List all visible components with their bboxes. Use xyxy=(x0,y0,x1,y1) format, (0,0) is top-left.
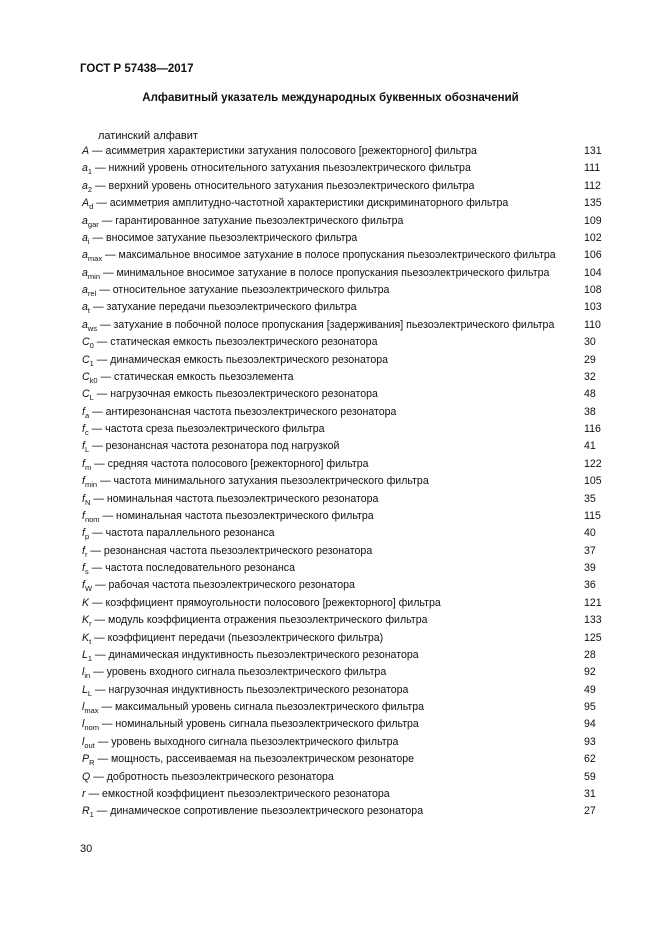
index-entry xyxy=(82,456,602,473)
entry-symbol: l xyxy=(82,666,85,679)
entry-symbol: a xyxy=(82,266,88,279)
entry-symbol-subscript: t xyxy=(89,636,92,646)
entry-description: — нижний уровень относительного затухания пьезоэлектрического фильтра xyxy=(92,162,471,175)
entry-description: — максимальный уровень сигнала пьезоэлектрического фильтра xyxy=(98,701,425,713)
index-entry xyxy=(82,508,602,525)
entry-term-number: 102 xyxy=(584,231,602,244)
entry-symbol-subscript: nom xyxy=(84,514,100,524)
index-entry xyxy=(82,334,602,351)
entry-description: — минимальное вносимое затухание в полосе пропускания пьезоэлектрического фильтра xyxy=(100,266,550,279)
entry-term-number: 40 xyxy=(584,527,596,540)
index-entry xyxy=(82,647,602,664)
entry-term-number: 122 xyxy=(584,457,602,470)
entry-term-number: 125 xyxy=(584,631,602,644)
entry-description: — резонансная частота резонатора под нагрузкой xyxy=(89,440,340,453)
entry-term-number: 49 xyxy=(584,683,596,696)
entry-term-number: 28 xyxy=(584,648,596,661)
entry-symbol: K xyxy=(82,631,90,644)
entry-symbol-subscript: t xyxy=(87,306,90,316)
index-entry xyxy=(82,803,602,820)
entry-symbol-subscript: m xyxy=(84,462,92,472)
entry-term-number: 108 xyxy=(584,284,602,296)
index-entry xyxy=(82,491,602,508)
index-entry xyxy=(82,195,602,212)
entry-symbol-subscript: 0 xyxy=(89,341,94,351)
entry-description: — частота последовательного резонанса xyxy=(88,562,296,574)
index-entry xyxy=(82,230,602,247)
entry-symbol-subscript: ws xyxy=(87,323,98,333)
entry-term-number: 103 xyxy=(584,301,602,314)
entry-description: — нагрузочная индуктивность пьезоэлектрического резонатора xyxy=(92,683,409,696)
index-entry xyxy=(82,682,602,699)
entry-description: — уровень выходного сигнала пьезоэлектрического фильтра xyxy=(94,735,399,748)
entry-term-number: 30 xyxy=(584,336,596,349)
entry-description: — средняя частота полосового [режекторного] фильтра xyxy=(91,457,369,470)
index-entry xyxy=(82,386,602,403)
entry-symbol-subscript: max xyxy=(84,706,99,715)
entry-symbol: C xyxy=(82,336,90,349)
entry-symbol: f xyxy=(82,544,85,557)
entry-term-number: 116 xyxy=(584,423,601,435)
entry-term-number: 112 xyxy=(584,179,601,192)
entry-term-number: 115 xyxy=(584,509,601,522)
index-entry xyxy=(82,630,602,647)
entry-symbol: C xyxy=(82,370,90,383)
entry-symbol-subscript: r xyxy=(89,619,92,629)
entry-symbol: K xyxy=(82,596,90,609)
entry-term-number: 31 xyxy=(584,787,596,800)
entry-symbol: f xyxy=(82,492,85,505)
entry-description: — динамическая емкость пьезоэлектрического резонатора xyxy=(93,353,389,366)
entry-term-number: 32 xyxy=(584,370,596,383)
entry-description: — частота параллельного резонанса xyxy=(89,527,275,540)
entry-term-number: 92 xyxy=(584,666,596,679)
entry-symbol-subscript: k0 xyxy=(89,375,98,385)
index-entry xyxy=(82,317,602,334)
index-entry xyxy=(82,734,602,751)
index-entry xyxy=(82,543,602,560)
index-entry xyxy=(82,769,602,786)
index-entry xyxy=(82,404,602,421)
entry-term-number: 62 xyxy=(584,753,596,766)
index-entry xyxy=(82,299,602,316)
index-entry xyxy=(82,664,602,681)
entry-symbol-subscript: a xyxy=(84,410,90,420)
entry-description: — мощность, рассеиваемая на пьезоэлектрическом резонаторе xyxy=(94,753,415,766)
entry-term-number: 36 xyxy=(584,579,596,592)
entry-symbol: C xyxy=(82,388,90,401)
entry-term-number: 41 xyxy=(584,440,596,453)
entry-term-number: 110 xyxy=(584,318,601,331)
entry-description: — гарантированное затухание пьезоэлектрического фильтра xyxy=(98,214,404,227)
entry-description: — коэффициент передачи (пьезоэлектрического фильтра) xyxy=(91,631,384,644)
index-entry xyxy=(82,438,602,455)
entry-symbol-subscript: N xyxy=(84,497,91,507)
entry-symbol: f xyxy=(82,579,85,592)
entry-symbol: a xyxy=(82,179,88,192)
entry-symbol: K xyxy=(82,614,90,627)
entry-symbol-subscript: 1 xyxy=(89,810,94,820)
index-entry xyxy=(82,612,602,629)
page-number: 30 xyxy=(80,843,93,855)
entry-description: — частота минимального затухания пьезоэлектрического фильтра xyxy=(97,475,429,488)
entry-description: — асимметрия амплитудно-частотной характеристики дискриминаторного фильтра xyxy=(93,197,509,210)
entry-symbol: P xyxy=(82,753,90,766)
entry-symbol: f xyxy=(82,423,85,435)
entry-symbol: L xyxy=(82,648,88,661)
entry-description: — статическая емкость пьезоэлектрического резонатора xyxy=(93,336,378,349)
entry-symbol: A xyxy=(82,197,90,210)
entry-term-number: 93 xyxy=(584,735,596,748)
index-entry xyxy=(82,213,602,230)
index-entry xyxy=(82,751,602,768)
entry-symbol: a xyxy=(82,284,88,296)
index-entry xyxy=(82,282,602,299)
entry-symbol-subscript: 2 xyxy=(87,184,93,194)
entry-symbol-subscript: R xyxy=(89,758,95,768)
entry-term-number: 111 xyxy=(584,162,601,175)
entry-symbol: f xyxy=(82,475,85,488)
entry-symbol: l xyxy=(82,735,85,748)
entry-term-number: 37 xyxy=(584,544,596,557)
entry-symbol-subscript: L xyxy=(89,393,94,403)
entry-symbol-subscript: p xyxy=(84,532,90,542)
entry-symbol-subscript: r xyxy=(84,549,88,559)
document-header: ГОСТ Р 57438—2017 xyxy=(80,63,194,75)
entry-description: — вносимое затухание пьезоэлектрического фильтра xyxy=(89,231,358,244)
entry-symbol-subscript: L xyxy=(87,688,93,698)
entry-term-number: 38 xyxy=(584,405,596,418)
index-entry xyxy=(82,595,602,612)
entry-term-number: 39 xyxy=(584,562,596,574)
entry-symbol: f xyxy=(82,562,85,574)
entry-symbol: a xyxy=(82,249,88,262)
entry-description: — номинальный уровень сигнала пьезоэлектрического фильтра xyxy=(98,718,419,731)
index-entry xyxy=(82,716,602,733)
entry-symbol: l xyxy=(82,718,85,731)
entry-description: — динамическое сопротивление пьезоэлектрического резонатора xyxy=(93,805,424,818)
entry-description: — верхний уровень относительного затухания пьезоэлектрического фильтра xyxy=(92,179,475,192)
entry-term-number: 109 xyxy=(584,214,602,227)
entry-symbol: l xyxy=(82,701,85,713)
entry-symbol-subscript: W xyxy=(84,584,93,594)
entry-term-number: 95 xyxy=(584,701,596,713)
entry-term-number: 27 xyxy=(584,805,596,818)
entry-symbol-subscript: 1 xyxy=(87,167,93,177)
index-entry xyxy=(82,525,602,542)
entry-term-number: 29 xyxy=(584,353,596,366)
index-entry xyxy=(82,421,602,438)
entry-symbol-subscript: in xyxy=(84,671,91,681)
entry-symbol-subscript: min xyxy=(84,480,98,490)
entry-description: — асимметрия характеристики затухания полосового [режекторного] фильтра xyxy=(89,145,477,157)
index-entry xyxy=(82,786,602,803)
entry-symbol-subscript: d xyxy=(89,202,94,212)
entry-symbol-subscript: nom xyxy=(84,723,99,733)
entry-description: — затухание в побочной полосе пропускания [задерживания] пьезоэлектрического фильтра xyxy=(97,318,555,331)
index-entry xyxy=(82,247,602,264)
entry-term-number: 131 xyxy=(584,145,602,157)
entry-symbol-subscript: 1 xyxy=(89,358,94,368)
entry-symbol: f xyxy=(82,440,85,453)
entry-description: — динамическая индуктивность пьезоэлектрического резонатора xyxy=(92,648,419,661)
entry-symbol: r xyxy=(82,787,86,800)
entry-description: — уровень входного сигнала пьезоэлектрического фильтра xyxy=(90,666,387,679)
entry-description: — максимальное вносимое затухание в полосе пропускания пьезоэлектрического фильтра xyxy=(102,249,556,262)
entry-description: — добротность пьезоэлектрического резонатора xyxy=(90,770,334,783)
entry-term-number: 133 xyxy=(584,614,602,627)
entry-symbol: R xyxy=(82,805,90,818)
entry-term-number: 48 xyxy=(584,388,596,401)
entry-symbol: f xyxy=(82,457,85,470)
index-entry xyxy=(82,160,602,177)
entry-description: — резонансная частота пьезоэлектрического резонатора xyxy=(87,544,373,557)
index-entry xyxy=(82,352,602,369)
index-entry xyxy=(82,560,602,577)
entry-term-number: 59 xyxy=(584,770,596,783)
entry-symbol: a xyxy=(82,162,88,175)
entry-term-number: 105 xyxy=(584,475,602,488)
index-entry xyxy=(82,143,602,160)
index-entry xyxy=(82,178,602,195)
entry-description: — номинальная частота пьезоэлектрического фильтра xyxy=(99,509,374,522)
section-subheading: латинский алфавит xyxy=(98,130,198,142)
entry-symbol: f xyxy=(82,509,85,522)
entry-symbol: L xyxy=(82,683,88,696)
entry-description: — статическая емкость пьезоэлемента xyxy=(97,370,294,383)
entry-symbol-subscript: i xyxy=(87,236,90,246)
entry-symbol-subscript: gar xyxy=(87,219,99,229)
entry-symbol: a xyxy=(82,301,88,314)
entry-description: — антирезонансная частота пьезоэлектрического резонатора xyxy=(89,405,397,418)
entry-symbol-subscript: s xyxy=(84,567,89,576)
entry-symbol: f xyxy=(82,527,85,540)
entry-symbol: C xyxy=(82,353,90,366)
entry-description: — номинальная частота пьезоэлектрического резонатора xyxy=(90,492,379,505)
entry-description: — рабочая частота пьезоэлектрического резонатора xyxy=(92,579,355,592)
index-entry xyxy=(82,577,602,594)
entry-term-number: 135 xyxy=(584,197,602,210)
entry-description: — частота среза пьезоэлектрического фильтра xyxy=(88,423,325,435)
entry-description: — затухание передачи пьезоэлектрического фильтра xyxy=(90,301,357,314)
entry-symbol-subscript: out xyxy=(84,740,95,750)
symbol-index-list xyxy=(82,143,602,821)
entry-description: — нагрузочная емкость пьезоэлектрического резонатора xyxy=(93,388,378,401)
entry-symbol: a xyxy=(82,318,88,331)
entry-term-number: 104 xyxy=(584,266,602,279)
entry-description: — коэффициент прямоугольности полосового [режекторного] фильтра xyxy=(89,596,441,609)
entry-symbol: a xyxy=(82,214,88,227)
index-title: Алфавитный указатель международных буквенных обозначений xyxy=(142,92,519,104)
index-entry xyxy=(82,369,602,386)
entry-symbol: Q xyxy=(82,770,91,783)
entry-term-number: 35 xyxy=(584,492,596,505)
entry-term-number: 121 xyxy=(584,596,602,609)
entry-symbol-subscript: max xyxy=(87,254,103,264)
index-entry xyxy=(82,473,602,490)
entry-symbol-subscript: rel xyxy=(87,289,97,298)
entry-description: — относительное затухание пьезоэлектрического фильтра xyxy=(96,284,390,296)
entry-symbol: A xyxy=(82,145,90,157)
index-entry xyxy=(82,699,602,716)
entry-symbol-subscript: c xyxy=(84,428,89,437)
entry-symbol-subscript: 1 xyxy=(87,653,93,663)
index-entry xyxy=(82,265,602,282)
entry-term-number: 94 xyxy=(584,718,596,731)
entry-symbol-subscript: min xyxy=(87,271,100,281)
entry-symbol: a xyxy=(82,231,88,244)
entry-symbol-subscript: L xyxy=(84,445,90,455)
entry-term-number: 106 xyxy=(584,249,602,262)
entry-description: — емкостной коэффициент пьезоэлектрического резонатора xyxy=(85,787,390,800)
entry-description: — модуль коэффициента отражения пьезоэлектрического фильтра xyxy=(91,614,428,627)
entry-symbol: f xyxy=(82,405,85,418)
